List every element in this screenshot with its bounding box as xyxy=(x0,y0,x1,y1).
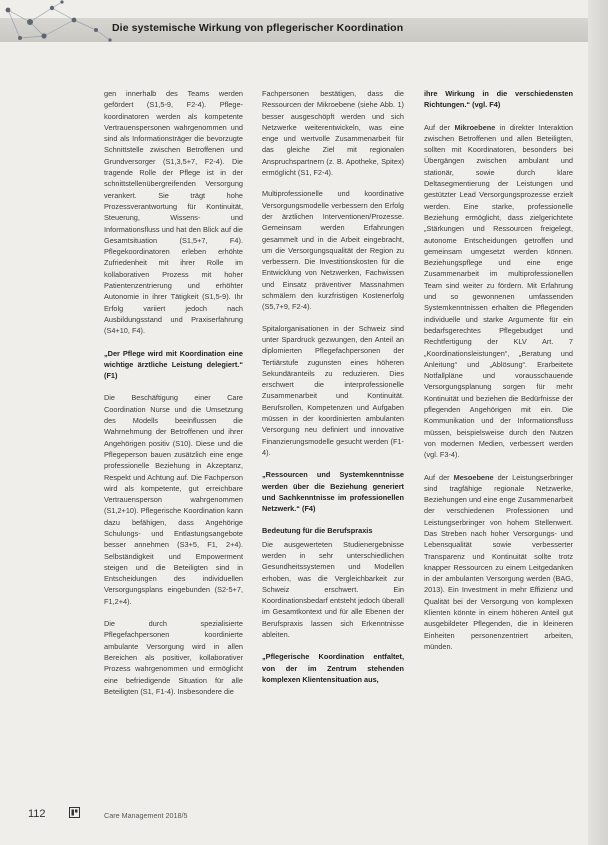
paragraph: Die ausgewerteten Studienergebnisse werden in sehr unterschiedlichen Gesundheitssystemen und Modellen erhoben, was die Vergleichbarkeit zur Schweiz erschwert. Ein Koordinationsbedarf entsteht jedoch überall im Gesamtkontext und für alle Ebenen der Berufspraxis lassen sich Erkenntnisse ableiten. xyxy=(262,539,404,640)
text-column-1 xyxy=(104,88,243,708)
text-column-3 xyxy=(424,88,573,663)
paragraph: Spitalorganisationen in der Schweiz sind unter Spardruck gezwungen, den Anteil an diplomierten Pflegefachpersonen der Tertiärstufe zugunsten eines höheren Sekundäranteils zu reduzieren. Dies erschwert die interprofessionelle Zusammenarbeit und Kontinuität. Berufsrollen, Kompetenzen und Aufgaben müssen in der koordinierten ambulanten Versorgung neu definiert und innovative Finanzierungsmodelle gesucht werden (F1-4). xyxy=(262,323,404,457)
magazine-logo-icon xyxy=(69,807,80,818)
keyword-mesoebene: Mesoebene xyxy=(453,472,494,482)
paragraph: Fachpersonen bestätigen, dass die Ressourcen der Mikroebene (siehe Abb. 1) besser ausgeschöpft werden und sich Netzwerke weiterentwickeln, was eine enge und wertvolle Zusammenarbeit für das gleiche Ziel mit regionalen Anspruchspartnern (z. B. Apotheke, Spitex) ermöglicht (S1, F2-4). xyxy=(262,89,404,178)
keyword-mikroebene: Mikroebene xyxy=(454,122,496,132)
paragraph-lead: Auf der xyxy=(424,122,455,132)
paragraph-body: der Leistungserbringer sind tragfähige regionale Netzwerke, Beziehungen und eine enge Zusammenarbeit der verschiedenen Professionen und Leistungserbringer von hohem Stellenwert. Das Streben nach hoher Versorgungs- und Lebensqualität sowie verbesserter Transparenz und Kontinuität sollte trotz knapper Ressourcen zu einem Leitgedanken in der ambulanten Versorgung werden (BAG, 2013). Ein Investment in mehr Effizienz und Qualität bei der Versorgung von komplexen Klienten könnte in einem höheren Anteil gut ausgebildeter Pflegenden, die in kleineren Einheiten personenzentriert arbeiten, münden. xyxy=(424,472,573,651)
page-edge xyxy=(588,0,608,845)
magazine-name: Care Management 2018/5 xyxy=(104,811,188,820)
paragraph-body: in direkter Interaktion zwischen Betroffenen und allen Beteiligten, sollten mit Koordinatoren, besonders bei Übergängen zwischen ambulant und stationär, sowie durch klare Deltasegmentierung der Leistungen und gestützter Lead Versorgungsprozesse erzielt werden. Eine starke, professionelle Beziehung ermöglicht, dass zielgerichtete „Stärkungen und Ressourcen freigelegt, autonome Entscheidungen getroffen und gemeinsam umgesetzt werden können. Beziehungspflege und eine enge Zusammenarbeit im multiprofessionellen Team sind weiter zu fördern. Mit Erfahrung und so gewonnenen umfassenden Systemkenntnissen erhalten die Pflegenden individuelle und starke Argumente für ein bedarfsgerechtes Pflegebudget und Rechtfertigung der KLV Art. 7 „Koordinationsleistungen“, „Beratung und Anleitung“ und „Ablösung“. Erarbeitete Notfallpläne und vorausschauende Versorgungsplanung sorgen für mehr Kontinuität und beziehen die Bedürfnisse der pflegenden Angehörigen mit ein. Die Kommunikation und der Informationsfluss müssen, beispielsweise durch den Nutzen von modernen Medien, verbessert werden (vgl. F3-4). xyxy=(424,122,574,460)
paragraph: gen innerhalb des Teams werden gefördert (S1,5-9, F2-4). Pflege-koordinatoren werden als kompetente Vertrauenspersonen wahrgenommen und sind als Informationsträger die bevorzugte Schnittstelle zwischen Betroffenen und Grundversorger (S1,3,5+7, F2-4). Die tragende Rolle der Pflege ist in der schnittstellenübergreifenden Versorgung verankert. Sie trägt hohe Prozessverantwortung für Kontinuität, Steuerung, Wissens- und Informationsfluss und hat den Blick auf die Gesamtsituation (S1,5+7, F4). Pflegekoordinatoren erleben erhöhte Zufriedenheit mit ihrer Rolle im kollaborativen Prozess mit hoher Patientenzentrierung und erhöhter Autonomie in ihrer Tätigkeit (S1,5-9). Ihr Erfolg variiert jedoch nach Ausbildungsstand und Praxiserfahrung (S4+10, F4). xyxy=(104,89,243,336)
page-number: 112 xyxy=(28,808,46,820)
network-graphic xyxy=(0,0,120,48)
pull-quote: „Ressourcen und Systemkenntnisse werden über die Beziehung generiert und Sachkenntnisse im professionellen Netzwerk.“ (F4) xyxy=(262,470,404,514)
paragraph: Die Beschäftigung einer Care Coordination Nurse und die Umsetzung des Modells beeinflussen die Wahrnehmung der Betroffenen und ihrer Angehörigen positiv (S10). Diese und die Pflegeperson bauen zusätzlich eine enge professionelle Beziehung in Akzeptanz, Respekt und Achtung auf. Die Fachperson wird als kompetente, gut erreichbare Vertrauensperson wahrgenommen (S1,2+10). Pflegerische Koordination kann dazu befähigen, dass Angehörige Schulungs- und Entlastungsangebote besser annehmen (S3+5, F1, 2+4). Selbständigkeit und Empowerment steigen und die Beteiligten sind in Entscheidungen des individuellen Versorgungsplans eingebunden (S2-5+7, F1,2+4). xyxy=(104,393,243,606)
pull-quote: „Pflegerische Koordination entfaltet, von der im Zentrum stehenden komplexen Klientensituation aus, xyxy=(262,652,404,684)
text-column-2 xyxy=(262,88,404,696)
pull-quote: ihre Wirkung in die verschiedensten Richtungen.“ (vgl. F4) xyxy=(424,89,573,110)
paragraph: Multiprofessionelle und koordinative Versorgungsmodelle verbessern den Erfolg der ärztlichen Interventionen/Prozesse. Gemeinsam werden Erfahrungen gesammelt und in die Arbeit eingebracht, um die Versorgungsqualität der Region zu verbessern. Die Investitionskosten für die Entwicklung von Netzwerken, Fachwissen und Einsatz präventiver Massnahmen schmälern den kurzfristigen Kostenerfolg (S5,7+9, F2-4). xyxy=(262,189,404,312)
page-title: Die systemische Wirkung von pflegerischer Koordination xyxy=(112,22,404,34)
paragraph xyxy=(424,472,573,653)
section-heading: Bedeutung für die Berufspraxis xyxy=(262,526,373,536)
paragraph xyxy=(424,122,573,461)
pull-quote: „Der Pflege wird mit Koordination eine wichtige ärztliche Leistung delegiert.“ (F1) xyxy=(104,348,243,381)
paragraph: Die durch spezialisierte Pflegefachpersonen koordinierte ambulante Versorgung wird in allen Bereichen als positiver, kollaborativer Prozess wahrgenommen und ermöglicht eine befriedigende Situation für alle Beteiligten (S1, F1-4). Insbesondere die xyxy=(104,619,243,696)
paragraph-lead: Auf der xyxy=(424,472,454,482)
